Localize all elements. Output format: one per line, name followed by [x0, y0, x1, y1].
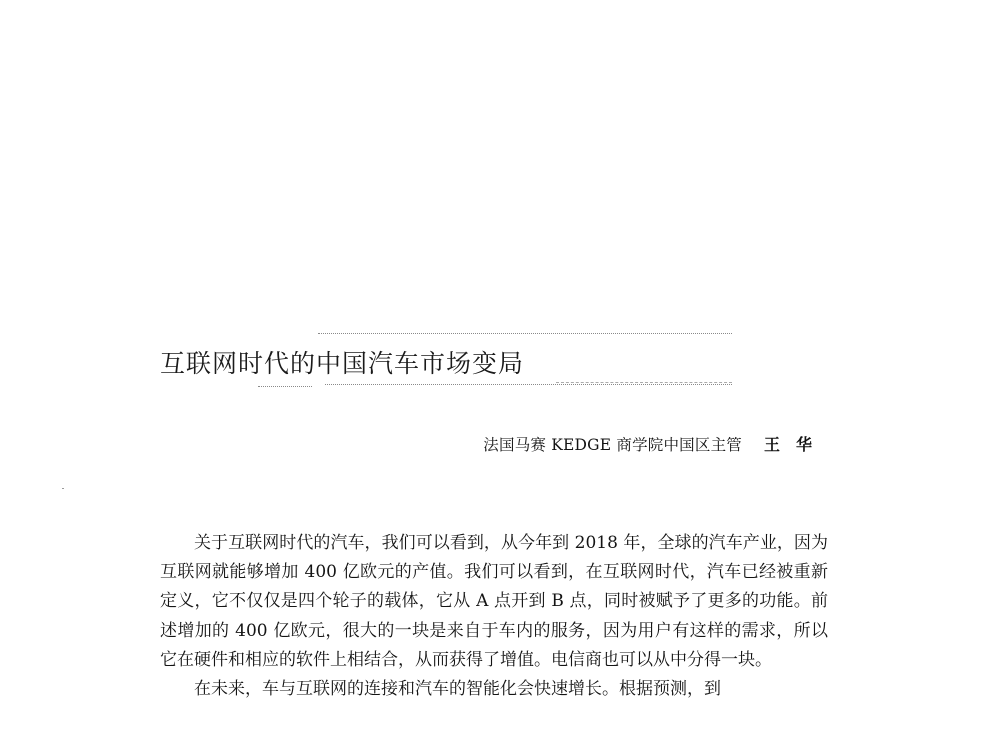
- scan-speck: [62, 488, 64, 489]
- article-body: [160, 529, 828, 704]
- author-affiliation: 法国马赛 KEDGE 商学院中国区主管: [483, 436, 742, 454]
- author-byline: [483, 432, 828, 455]
- author-name: 王华: [763, 435, 828, 454]
- chapter-title: 互联网时代的中国汽车市场变局: [160, 349, 525, 378]
- title-top-rule: [318, 333, 732, 334]
- title-bottom-rule-left: [258, 386, 312, 387]
- body-paragraph-2: 在未来，车与互联网的连接和汽车的智能化会快速增长。根据预测，到: [194, 679, 721, 700]
- title-bottom-rule-right: [556, 382, 732, 383]
- title-bottom-rule: [325, 384, 732, 385]
- body-paragraph-1: 关于互联网时代的汽车，我们可以看到，从今年到 2018 年，全球的汽车产业，因为互联网就能够增加 400 亿欧元的产值。我们可以看到，在互联网时代，汽车已经被重新定义，它不仅仅是四个轮子的载体，它从 A 点开到 B 点，同时被赋予了更多的功能。前述增加的 400 亿欧元，很大的一块是来自于车内的服务，因为用户有这样的需求，所以它在硬件和相应的软件上相结合，从而获得了增值。电信商也可以从中分得一块。: [160, 533, 828, 670]
